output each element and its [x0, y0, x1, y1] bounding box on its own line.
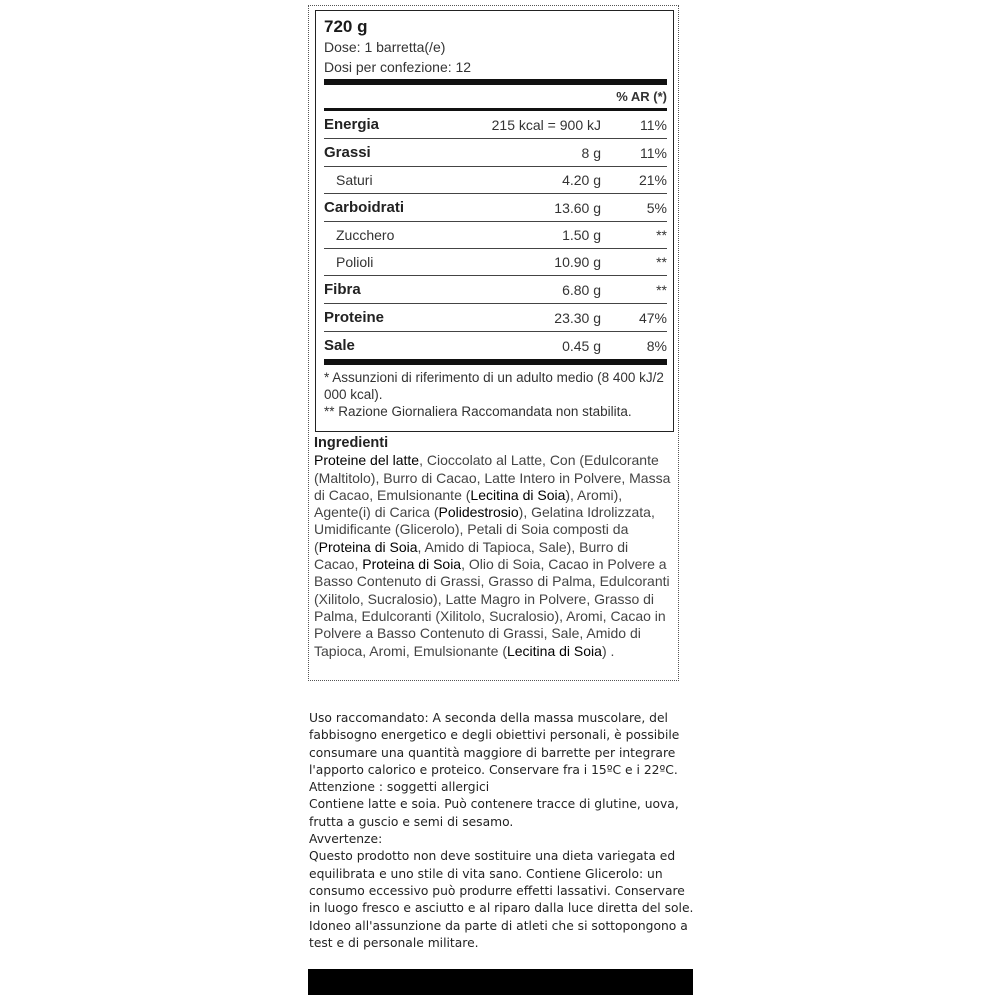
ingredient-text-part: , Cioccolato al Latte, Con (Edulcorante (Maltitolo), Burro di Cacao, Latte Intero in Polvere, Massa di Cacao, Emulsionante ( [314, 452, 671, 503]
nutrient-ar-percent: ** [656, 227, 667, 243]
nutrient-value: 4.20 g [562, 172, 601, 188]
nutrient-name: Proteine [324, 309, 385, 326]
black-bar [308, 969, 693, 995]
allergen-ingredient: Lecitina di Soia [470, 486, 566, 503]
allergen-ingredient: Proteina di Soia [362, 556, 462, 573]
nutrient-name: Grassi [324, 144, 371, 161]
nutrient-value: 0.45 g [562, 337, 601, 354]
footnote-rda: ** Razione Giornaliera Raccomandata non stabilita. [324, 404, 632, 419]
ingredient-text-part: , Olio di Soia, Cacao in Polvere a Basso Contenuto di Grassi, Grasso di Palma, Edulcoranti (Xilitolo, Sucralosio), Latte Magro in Polvere, Grasso di Palma, Edulcoranti (Xilitolo, Sucralosio), Aromi, Cacao in Polvere a Basso Contenuto di Grassi, Sale, Amido di Tapioca, Aromi, Emulsionante ( [314, 556, 670, 659]
nutrition-row [324, 249, 667, 276]
nutrient-ar-percent: ** [656, 281, 667, 298]
nutrient-ar-percent: 11% [640, 116, 667, 133]
nutrient-name: Saturi [336, 172, 373, 188]
nutrient-value: 6.80 g [562, 281, 601, 298]
allergen-ingredient: Polidestrosio [438, 504, 519, 521]
nutrient-name: Carboidrati [324, 199, 405, 216]
allergy-text: Contiene latte e soia. Può contenere tracce di glutine, uova, frutta a guscio e semi di sesamo. [309, 797, 679, 829]
nutrient-ar-percent: ** [656, 254, 667, 270]
nutrition-row [324, 222, 667, 249]
divider-bottom [324, 359, 667, 365]
package-weight: 720 g [324, 17, 368, 36]
nutrient-value: 13.60 g [554, 199, 601, 216]
allergen-ingredient: Proteine del latte [314, 452, 420, 469]
nutrient-value: 1.50 g [562, 227, 601, 243]
ingredient-text-part: , Amido di Tapioca, Sale), Burro di Cacao, [314, 538, 629, 573]
ingredient-text-part: ), Aromi), Agente(i) di Carica ( [314, 486, 623, 521]
ingredients-section [314, 435, 674, 660]
nutrient-value: 23.30 g [554, 309, 601, 326]
nutrient-ar-percent: 5% [646, 199, 667, 216]
nutrient-ar-percent: 8% [646, 337, 667, 354]
ingredient-text-part: ), Gelatina Idrolizzata, Umidificante (Glicerolo), Petali di Soia composti da ( [314, 504, 655, 555]
recommended-use: Uso raccomandato: A seconda della massa muscolare, del fabbisogno energetico e degli obiettivi personali, è possibile consumare una quantità maggiore di barrette per integrare l'apporto calorico e proteico. Conservare fra i 15ºC e i 22ºC. [309, 711, 680, 777]
nutrient-value: 8 g [581, 144, 601, 161]
nutrition-row [324, 194, 667, 222]
nutrient-name: Energia [324, 116, 380, 133]
nutrition-row [324, 304, 667, 332]
warnings-text: Questo prodotto non deve sostituire una dieta variegata ed equilibrata e uno stile di vita sano. Contiene Glicerolo: un consumo eccessivo può produrre effetti lassativi. Conservare in luogo fresco e asciutto e al riparo dalla luce diretta del sole. Idoneo all'assunzione da parte di atleti che si sottopongono a test e di personale militare. [309, 849, 694, 950]
nutrient-ar-percent: 21% [638, 172, 667, 188]
allergy-title: Attenzione : soggetti allergici [309, 780, 490, 795]
nutrition-row [324, 139, 667, 167]
nutrition-row [324, 276, 667, 304]
footnote-ri: * Assunzioni di riferimento di un adulto medio (8 400 kJ/2 000 kcal). [324, 370, 664, 402]
ar-header-label: % AR (*) [616, 89, 667, 104]
ingredient-text-part: ) . [601, 642, 615, 659]
nutrition-facts-panel [315, 10, 674, 432]
allergen-ingredient: Proteina di Soia [318, 538, 418, 555]
allergen-ingredient: Lecitina di Soia [506, 642, 602, 659]
nutrient-name: Polioli [336, 254, 374, 270]
doses-per-pack: Dosi per confezione: 12 [324, 59, 472, 75]
nutrition-row [324, 332, 667, 359]
nutrition-row [324, 111, 667, 139]
ingredients-heading: Ingredienti [314, 435, 389, 451]
usage-section [309, 710, 695, 952]
nutrient-value: 215 kcal = 900 kJ [491, 116, 601, 133]
warnings-title: Avvertenze: [309, 832, 383, 847]
nutrient-name: Fibra [324, 281, 361, 298]
product-info-box [308, 5, 679, 681]
nutrient-ar-percent: 47% [638, 309, 667, 326]
ar-header [324, 85, 667, 108]
ingredients-text [314, 452, 674, 660]
nutrient-name: Zucchero [336, 227, 395, 243]
serving-dose: Dose: 1 barretta(/e) [324, 39, 446, 55]
nutrition-rows [324, 111, 667, 359]
nutrient-name: Sale [324, 337, 355, 354]
nutrient-value: 10.90 g [554, 254, 601, 270]
nutrition-row [324, 167, 667, 194]
nutrient-ar-percent: 11% [640, 144, 667, 161]
